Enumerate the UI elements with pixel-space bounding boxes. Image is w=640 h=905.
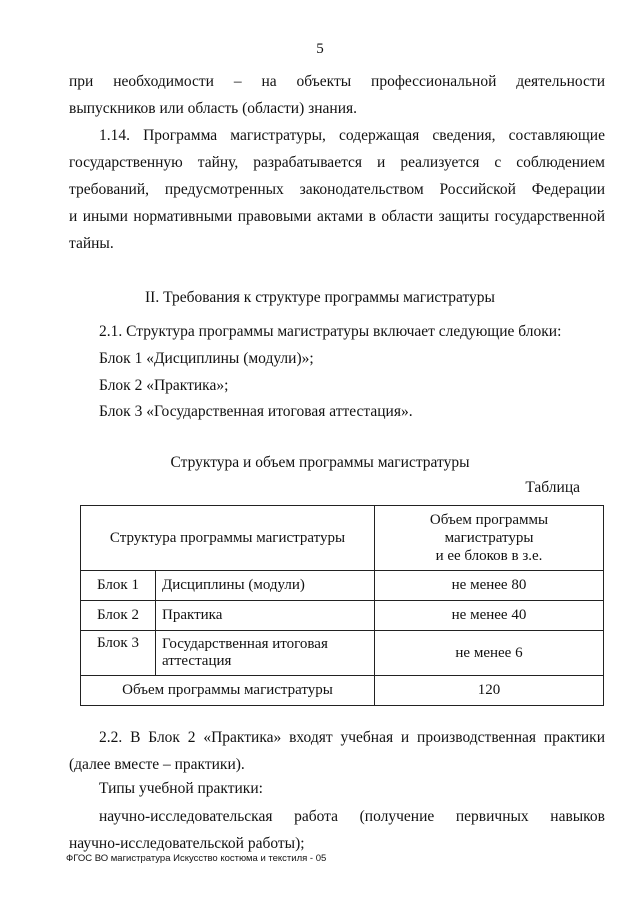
block-name-cell: Государственная итоговая аттестация [156,631,375,676]
block-cell: Блок 2 [81,601,156,631]
text-line: 2.2. В Блок 2 «Практика» входят учебная и производственная практики [99,729,605,746]
paragraph-2-2 [69,724,605,778]
text-line: научно-исследовательская работа (получение первичных навыков [99,808,605,825]
text-line: (далее вместе – практики). [69,756,245,773]
header-volume [375,506,604,571]
header-volume-line: и ее блоков в з.е. [435,548,543,564]
header-volume-line: Объем программы [429,512,549,528]
document-footer: ФГОС ВО магистратура Искусство костюма и текстиля - 05 [66,853,327,864]
section-heading: II. Требования к структуре программы магистратуры [145,289,495,306]
text-line: требований, предусмотренных законодательством Российской Федерации [69,181,605,198]
block-list-item: Блок 3 «Государственная итоговая аттестация». [99,403,413,420]
table-title: Структура и объем программы магистратуры [170,454,470,471]
table-row [81,601,604,631]
practice-types-heading: Типы учебной практики: [99,780,263,797]
paragraph-1-14 [69,122,605,257]
research-work-item [69,803,605,857]
block-cell: Блок 3 [81,631,156,676]
block-value-cell: не менее 80 [375,571,604,601]
text-line: научно-исследовательской работы); [69,835,305,852]
text-line: государственную тайну, разрабатывается и реализуется с соблюдением [69,154,605,171]
total-label-cell: Объем программы магистратуры [81,676,375,706]
header-volume-line: магистратуры [444,530,534,546]
table-label: Таблица [525,479,580,496]
text-line: 1.14. Программа магистратуры, содержащая сведения, составляющие [99,127,605,144]
block-name-cell: Дисциплины (модули) [156,571,375,601]
text-line: при необходимости – на объекты профессиональной деятельности [69,73,605,90]
block-cell: Блок 1 [81,571,156,601]
table-header-row [81,506,604,571]
block-value-cell: не менее 40 [375,601,604,631]
total-value-cell: 120 [375,676,604,706]
paragraph-continuation [69,68,605,122]
header-structure: Структура программы магистратуры [81,506,375,571]
block-list-item: Блок 2 «Практика»; [99,377,229,394]
table-row [81,631,604,676]
block-value-cell: не менее 6 [375,631,604,676]
text-line: и иными нормативными правовыми актами в области защиты государственной [69,208,605,225]
text-line: выпускников или область (области) знания. [69,100,358,117]
structure-table [80,505,604,706]
paragraph-2-1: 2.1. Структура программы магистратуры включает следующие блоки: [99,323,562,340]
block-name-cell: Практика [156,601,375,631]
page-number: 5 [316,41,324,57]
block-list-item: Блок 1 «Дисциплины (модули)»; [99,350,314,367]
table-row [81,571,604,601]
table-total-row [81,676,604,706]
text-line: тайны. [69,235,114,252]
